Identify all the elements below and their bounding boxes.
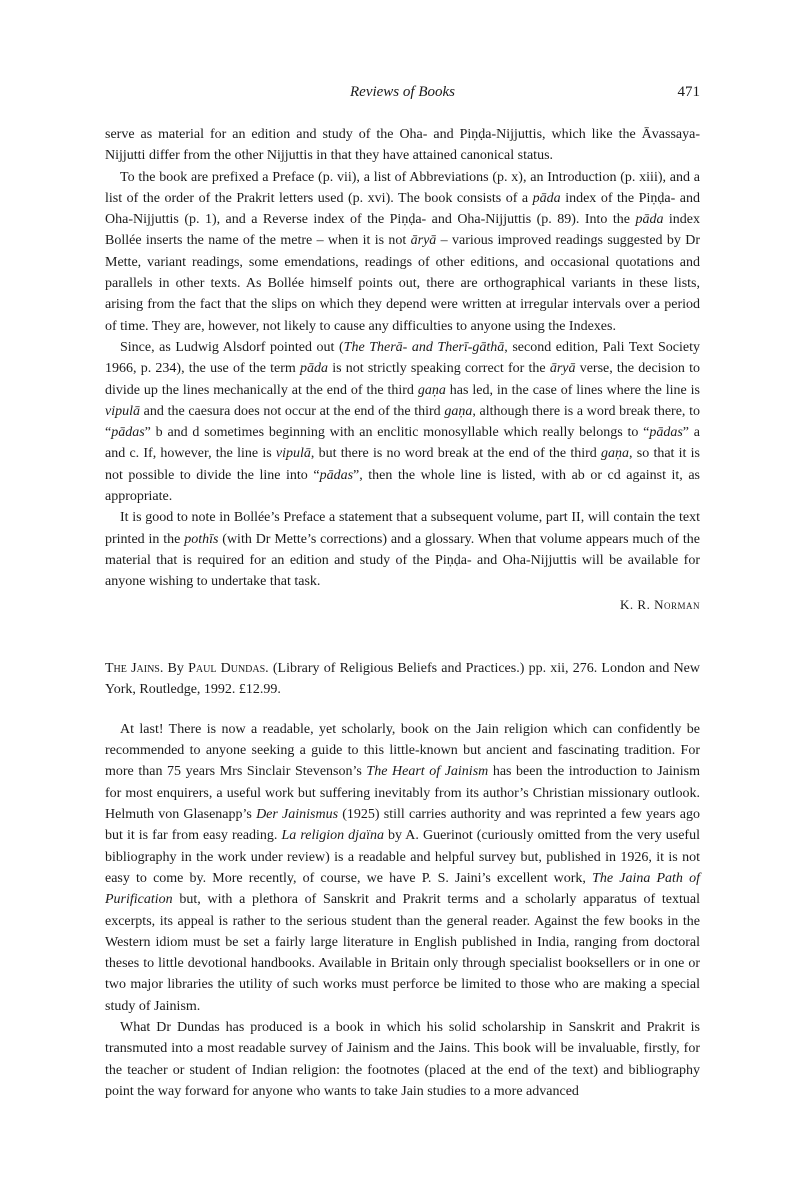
paragraph: Since, as Ludwig Alsdorf pointed out (The Therā- and Therī-gāthā, second edition, Pali Text Society 1966, p. 234), the use of the term pāda is not strictly speaking correct for the āryā verse, the decision to divide up the lines mechanically at the end of the third gaṇa has led, in the case of lines where the line is vipulā and the caesura does not occur at the end of the third gaṇa, although there is a word break there, to “pādas” b and d sometimes beginning with an enclitic monosyllable which really belongs to “pādas” a and c. If, however, the line is vipulā, but there is no word break at the end of the third gaṇa, so that it is not possible to divide the line into “pādas”, then the whole line is listed, with ab or cd against it, as appropriate. [105,339,701,505]
page-number: 471 [677,84,700,100]
reviewer-signature: K. R. Norman [620,596,700,612]
book-author: Paul Dundas. [188,660,269,676]
paragraph: serve as material for an edition and study of the Oha- and Piṇḍa-Nijjuttis, which like the Āvassaya-Nijjutti differ from the other Nijjuttis in that they have attained canonical status. [105,127,700,164]
journal-page [105,84,700,1102]
book-title: The Jains. [105,660,164,676]
paragraph: To the book are prefixed a Preface (p. vii), a list of Abbreviations (p. x), an Introduction (p. xiii), and a list of the order of the Prakrit letters used (p. xvi). The book consists of a pāda index of the Piṇḍa- and Oha-Nijjuttis (p. 1), and a Reverse index of the Piṇḍa- and Oha-Nijjuttis (p. 89). Into the pāda index Bollée inserts the name of the metre – when it is not āryā – various improved readings suggested by Dr Mette, variant readings, some emendations, readings of other editions, and occasional quotations and parallels in other texts. As Bollée himself points out, there are orthographical variants in these lists, arising from the fact that the slips on which they depend were written at irregular intervals over a period of time. They are, however, not likely to cause any difficulties to anyone using the Indexes. [105,169,700,334]
paragraph: It is good to note in Bollée’s Preface a statement that a subsequent volume, part II, will contain the text printed in the pothīs (with Dr Mette’s corrections) and a glossary. When that volume appears much of the material that is required for an edition and study of the Piṇḍa- and Oha-Nijjuttis will be available for anyone wishing to undertake that task. [105,510,700,590]
running-head [105,84,700,108]
review-dundas [105,719,700,1102]
review-heading: The Jains. By Paul Dundas. (Library of Religious Beliefs and Practices.) pp. xii, 276. London and New York, Routledge, 1992. £12.99. [105,660,700,697]
book-details: (Library of Religious Beliefs and Practices.) pp. xii, 276. London and New York, Routledge, 1992. £12.99. [105,660,700,697]
paragraph: What Dr Dundas has produced is a book in which his solid scholarship in Sanskrit and Prakrit is transmuted into a most readable survey of Jainism and the Jains. This book will be invaluable, firstly, for the teacher or student of Indian religion: the footnotes (placed at the end of the text) and bibliography point the way forward for anyone who wants to take Jain studies to a more advanced [105,1019,700,1099]
running-title: Reviews of Books [350,84,455,100]
paragraph: At last! There is now a readable, yet scholarly, book on the Jain religion which can confidently be recommended to anyone seeking a guide to this little-known but ancient and fascinating tradition. For more than 75 years Mrs Sinclair Stevenson’s The Heart of Jainism has been the introduction to Jainism for most enquirers, a useful work but suffering inevitably from its author’s Christian missionary outlook. Helmuth von Glasenapp’s Der Jainismus (1925) still carries authority and was reprinted a few years ago but it is far from easy reading. La religion djaïna by A. Guerinot (curiously omitted from the very useful bibliography in the work under review) is a readable and helpful survey but, published in 1926, it is not easy to come by. More recently, of course, we have P. S. Jaini’s excellent work, The Jaina Path of Purification but, with a plethora of Sanskrit and Prakrit terms and a scholarly apparatus of textual excerpts, its appeal is rather to the serious student than the general reader. Against the few books in the Western idiom must be set a fairly large literature in English published in India, ranging from doctoral theses to little devotional handbooks. Available in Britain only through specialist booksellers or in one or two major libraries the utility of such works must perforce be limited to those who are making a special study of Jainism. [105,721,700,1014]
review-norman [105,124,700,615]
